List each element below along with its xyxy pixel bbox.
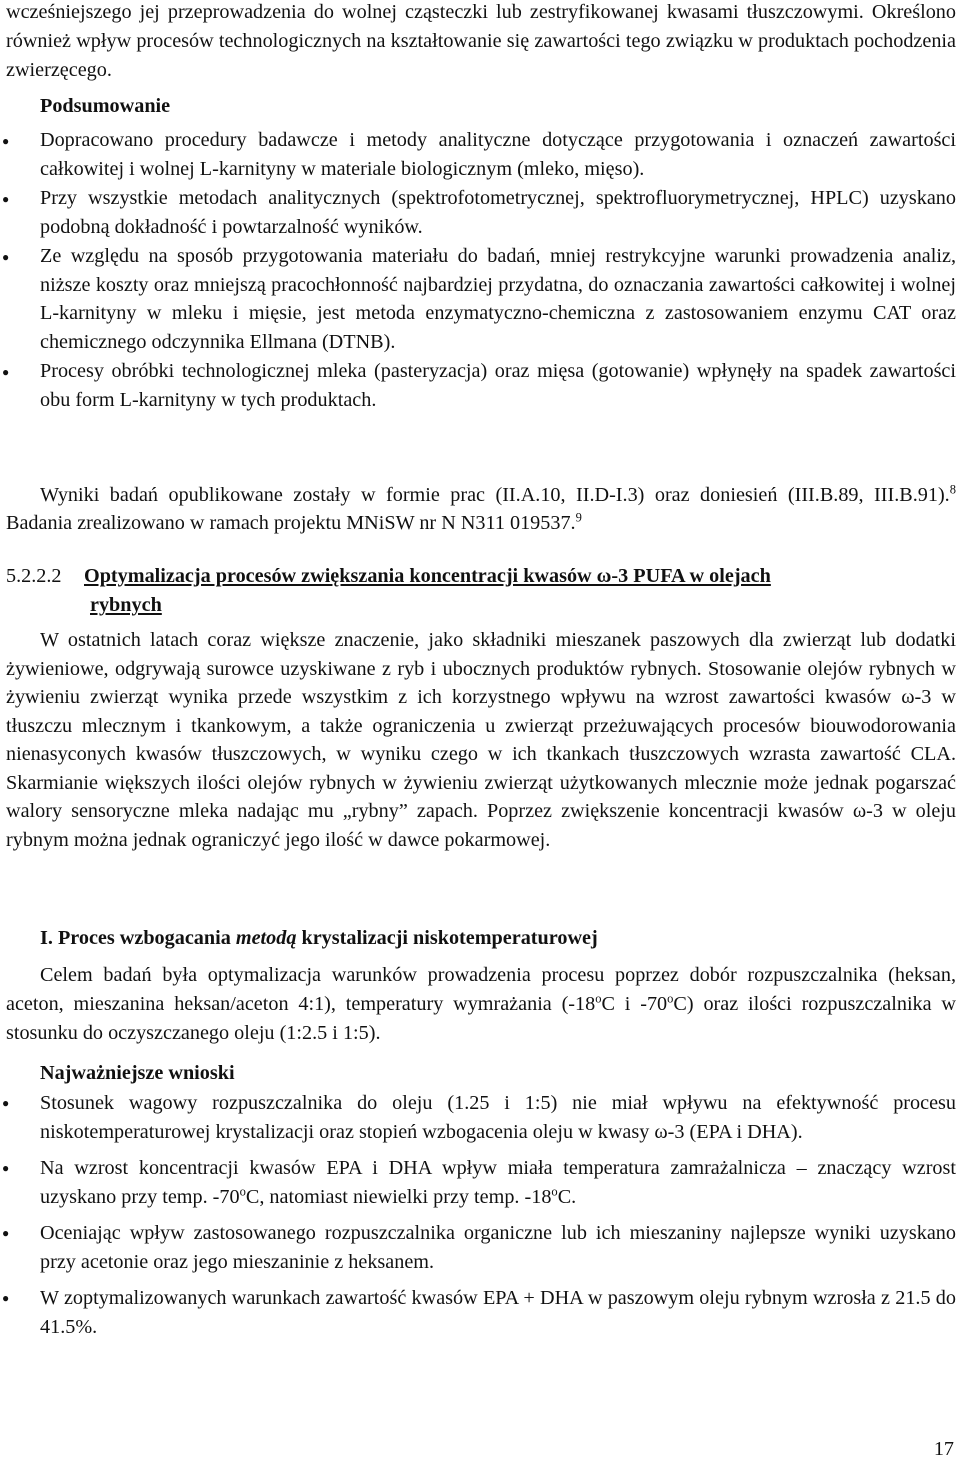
footnote-marker: 8 (949, 482, 956, 497)
process-heading-text: krystalizacji niskotemperaturowej (296, 927, 598, 949)
degree-marker: o (667, 991, 674, 1006)
process-heading (40, 924, 598, 952)
degree-marker: o (551, 1184, 558, 1199)
process-text: C i -70 (601, 993, 668, 1015)
summary-item-text: Dopracowano procedury badawcze i metody analityczne dotyczące przygotowania i oznaczeń zawartości całkowitej i wolnej L-karnityny w materiale biologicznym (mleko, mięso). (40, 129, 956, 180)
bullet-icon: ● (2, 1226, 10, 1240)
section-number: 5.2.2.2 (6, 565, 62, 587)
process-text: C) oraz ilości rozpuszczalnika w stosunku do oczyszczanego oleju (1:2.5 i 1:5). (6, 993, 957, 1044)
section-body-paragraph: W ostatnich latach coraz większe znaczenie, jako składniki mieszanek paszowych dla zwierząt lub dodatki żywieniowe, odgrywają surowce uzyskiwane z ryb i ubocznych produktów rybnych. Stosowanie olejów rybnych w żywieniu zwierząt wynika przede wszystkim z ich korzystnego wpływu na wzrost zawartości kwasów ω-3 w tłuszczu mlecznym i tkankowym, a także ograniczenia u zwierząt przeżuwających procesów biouwodorowania nienasyconych kwasów tłuszczowych, w wyniku czego w ich tkankach tłuszczowych wzrasta zawartość CLA. Skarmianie większych ilości olejów rybnych w żywieniu zwierząt użytkowanych mlecznie może jednak pogarszać walory sensoryczne mleka nadając mu „rybny” zapach. Poprzez zwiększenie koncentracji kwasów ω-3 w oleju rybnym można jednak ograniczyć jego ilość w dawce pokarmowej. (6, 629, 956, 851)
bullet-icon: ● (2, 250, 10, 264)
conclusion-text (40, 1154, 956, 1212)
summary-item (0, 357, 956, 414)
degree-marker: o (239, 1184, 246, 1199)
conclusion-text: Oceniając wpływ zastosowanego rozpuszczalnika organiczne lub ich mieszaniny najlepsze wyniki uzyskano przy acetonie oraz jego mieszaninie z heksanem. (40, 1222, 956, 1273)
results-paragraph (6, 482, 956, 537)
summary-heading: Podsumowanie (40, 95, 171, 117)
conclusion-item (0, 1154, 956, 1212)
conclusion-text: Stosunek wagowy rozpuszczalnika do oleju (1.25 i 1:5) nie miał wpływu na efektywność procesu niskotemperaturowej krystalizacji oraz stopień wzbogacenia oleju w kwasy ω-3 (EPA i DHA). (40, 1092, 956, 1143)
intro-paragraph: wcześniejszego jej przeprowadzenia do wolnej cząsteczki lub zestryfikowanej kwasami tłuszczowymi. Określono również wpływ procesów technologicznych na kształtowanie się zawartości tego związku w produktach pochodzenia zwierzęcego. (6, 1, 956, 81)
results-text: Badania zrealizowano w ramach projektu MNiSW nr N N311 019537. (6, 511, 576, 534)
bullet-icon: ● (2, 192, 10, 206)
degree-marker: o (595, 991, 602, 1006)
summary-item-text: Procesy obróbki technologicznej mleka (pasteryzacja) oraz mięsa (gotowanie) wpłynęły na spadek zawartości obu form L-karnityny w tych produktach. (40, 360, 956, 411)
conclusion-text: W zoptymalizowanych warunkach zawartość kwasów EPA + DHA w paszowym oleju rybnym wzrosła z 21.5 do 41.5%. (40, 1287, 956, 1338)
process-text: Celem badań była optymalizacja warunków prowadzenia procesu poprzez dobór rozpuszczalnika (heksan, aceton, mieszanina heksan/aceton 4:1), temperatury wymrażania (-18 (6, 964, 956, 1015)
summary-item (0, 242, 956, 356)
process-heading-text: I. Proces wzbogacania (40, 927, 236, 949)
conclusion-item (0, 1089, 956, 1147)
footnote-marker: 9 (575, 509, 582, 524)
bullet-icon: ● (2, 365, 10, 379)
results-text: Wyniki badań opublikowane zostały w formie prac (II.A.10, II.D-I.3) oraz doniesień (III.B.89, III.B.91). (40, 484, 950, 506)
conclusion-text-part: C, natomiast niewielki przy temp. -18 (245, 1186, 552, 1208)
section-heading (6, 562, 956, 620)
summary-list (0, 126, 960, 415)
bullet-icon: ● (2, 1161, 10, 1175)
bullet-icon: ● (2, 1291, 10, 1305)
conclusion-item (0, 1284, 956, 1342)
summary-item-text: Przy wszystkie metodach analitycznych (spektrofotometrycznej, spektrofluorymetrycznej, HPLC) uzyskano podobną dokładność i powtarzalność wyników. (40, 187, 956, 238)
section-title: rybnych (90, 594, 162, 616)
page-number: 17 (933, 1438, 954, 1460)
bullet-icon: ● (2, 134, 10, 148)
summary-item (0, 184, 956, 241)
conclusion-text-part: Na wzrost koncentracji kwasów EPA i DHA wpływ miała temperatura zamrażalnicza – znaczący wzrost uzyskano przy temp. -70 (40, 1157, 956, 1208)
summary-item (0, 126, 956, 183)
bullet-icon: ● (2, 1096, 10, 1110)
process-heading-italic: metodą (235, 927, 297, 949)
process-body-paragraph (6, 961, 956, 1048)
conclusion-text-part: C. (557, 1186, 577, 1208)
conclusions-list (0, 1089, 960, 1349)
summary-item-text: Ze względu na sposób przygotowania materiału do badań, mniej restrykcyjne warunki prowadzenia analiz, niższe koszty oraz mniejszą pracochłonność najbardziej przydatna, do oznaczania zawartości całkowitej i wolnej L-karnityny w mleku i mięsie, jest metoda enzymatyczno-chemiczna z zastosowaniem enzymu CAT oraz chemicznego odczynnika Ellmana (DTNB). (40, 245, 956, 353)
conclusions-heading: Najważniejsze wnioski (40, 1062, 235, 1084)
conclusion-item (0, 1219, 956, 1277)
section-title: Optymalizacja procesów zwiększania koncentracji kwasów ω-3 PUFA w olejach (84, 565, 771, 587)
